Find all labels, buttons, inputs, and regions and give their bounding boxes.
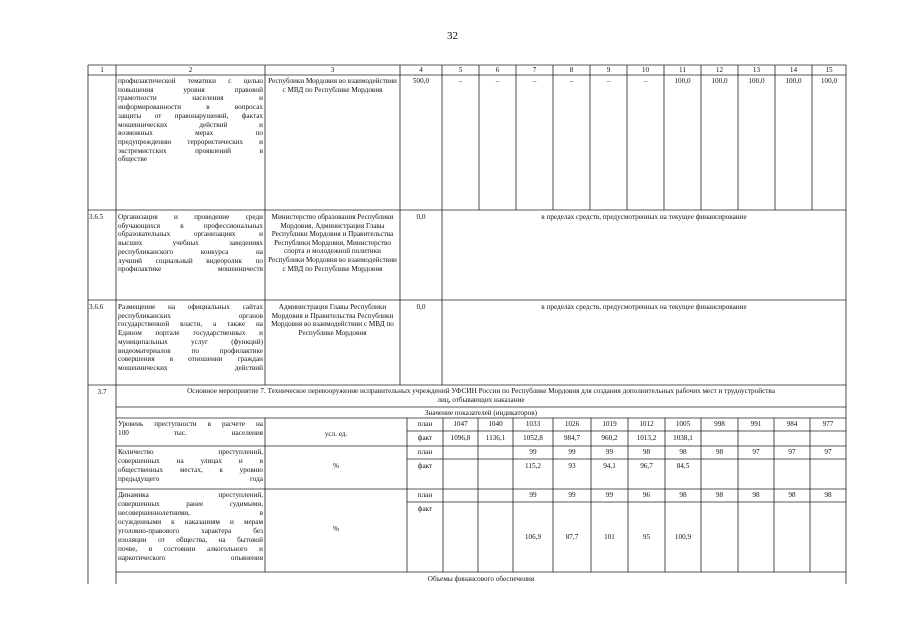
plan-value: 1012 [639, 420, 654, 428]
plan-value: 99 [568, 448, 576, 456]
row-3-6-6-text-line: государственной власти, а также на [118, 320, 263, 329]
plan-value: 97 [752, 448, 760, 456]
header-cell: 15 [825, 66, 833, 74]
row-3-6-6-text-line: видеоматериалов по профилактике [118, 346, 263, 355]
row-3-6-6-text-line: мошеннических действий [118, 363, 263, 372]
fact-value: 106,9 [524, 533, 542, 541]
plan-label: план [417, 448, 433, 456]
row-cont-text-line: повышения уровня правовой [118, 85, 263, 94]
row-3-6-5-text-line: высших учебных заведениях [118, 239, 263, 248]
row-cont-text-line: профилактической тематики с целью [118, 77, 263, 85]
plan-value: 96 [642, 491, 651, 499]
fact-label: факт [417, 462, 433, 470]
row-3-6-5-text-line: Организация и проведение среди [118, 213, 263, 221]
plan-label: план [417, 420, 433, 428]
row-3-6-5-note: в пределах средств, предусмотренных на текущее финансирование [541, 213, 747, 221]
row-cont-text-line: защиты от правонарушений, фактах [118, 111, 263, 120]
header-cell: 8 [569, 66, 574, 74]
header-cell: 3 [330, 66, 335, 74]
header-cell: 13 [752, 66, 761, 74]
plan-value: 98 [679, 491, 687, 499]
row-cont-year-value: 100,0 [748, 77, 765, 85]
header-cell: 7 [532, 66, 537, 74]
plan-value: 98 [715, 491, 724, 499]
indicator-name-line: изоляции от общества, на бытовой [118, 536, 263, 544]
indicator-name-line: наркотического опьянения [118, 554, 263, 562]
row-cont-dash: – [495, 77, 500, 85]
row-cont-year-value: 100,0 [711, 77, 728, 85]
page-number: 32 [447, 30, 458, 42]
row-cont-year-value: 100,0 [785, 77, 802, 85]
row-number-3-6-6: 3.6.6 [89, 303, 104, 311]
fact-value: 1052,8 [523, 434, 543, 442]
row-3-6-5-text-line: обучающихся в профессиональных [118, 221, 263, 230]
row-3-6-5-text-line: образовательных организациях и [118, 230, 263, 239]
fact-value: 960,2 [601, 434, 618, 442]
fact-value: 1096,8 [450, 434, 471, 442]
header-cell: 12 [715, 66, 724, 74]
header-cell: 5 [458, 66, 463, 74]
fact-value: 94,1 [603, 462, 616, 470]
fact-value: 87,7 [565, 533, 579, 541]
row-cont-dash: – [569, 77, 574, 85]
indicator-name-line: Динамика преступлений, [118, 491, 263, 499]
plan-value: 99 [568, 491, 576, 499]
row-3-6-6-text-line: муниципальных услуг (функций) [118, 337, 263, 346]
fact-label: факт [417, 505, 433, 513]
indicator-name-line: уголовно-правового характера без [118, 527, 263, 535]
indicator-name-line: Количество преступлений, [118, 448, 263, 456]
header-cell: 6 [495, 66, 500, 74]
row-number-3-6-5: 3.6.5 [89, 213, 104, 221]
plan-value: 984 [786, 420, 798, 428]
row-cont-dash: – [458, 77, 463, 85]
row-cont-dash: – [643, 77, 648, 85]
indicator-name-line: 100 тыс. населения [118, 429, 263, 437]
fact-value: 115,2 [525, 462, 541, 470]
plan-value: 1005 [675, 420, 691, 428]
indicators-title: Значение показателей (индикаторов) [424, 409, 538, 417]
financing-title: Объемы финансового обеспечения [427, 575, 535, 583]
indicator-name-line: совершенных на улицах и в [118, 457, 263, 465]
row-cont-text-line: экстремистских проявлений в [118, 146, 263, 155]
fact-value: 93 [568, 462, 576, 470]
fact-value: 100,9 [674, 533, 692, 541]
row-cont-text-line: информированности в вопросах [118, 103, 263, 112]
row-cont-dash: – [532, 77, 537, 85]
fact-value: 101 [604, 533, 615, 541]
header-cell: 14 [789, 66, 798, 74]
row-3-6-6-amount: 0,0 [416, 303, 426, 311]
plan-label: план [417, 491, 433, 499]
plan-value: 1033 [525, 420, 541, 428]
fact-value: 95 [642, 533, 651, 541]
row-cont-text-line: мошеннических действий и [118, 120, 263, 129]
fact-value: 84,5 [676, 462, 690, 470]
plan-value: 98 [788, 491, 796, 499]
fact-label: факт [417, 434, 433, 442]
plan-value: 99 [529, 448, 537, 456]
plan-value: 998 [714, 420, 725, 428]
plan-value: 1019 [602, 420, 617, 428]
fact-value: 1038,1 [673, 434, 693, 442]
row-3-6-5-executor: Министерство образования Республики Мордовия, Администрация Главы Республики Мордовия и Правительства Республики Мордовия, Министерство спорта и молодежной политики Республики Мордовия во взаимодействии с МВД по Республике Мордовия [268, 213, 397, 273]
indicator-name-line: осужденными к наказаниям и мерам [118, 518, 263, 526]
row-3-6-6-text-line: Едином портале государственных и [118, 329, 263, 338]
row-3-6-6-note: в пределах средств, предусмотренных на текущее финансирование [541, 303, 747, 311]
indicator-unit: % [333, 462, 339, 470]
header-cell: 9 [606, 66, 611, 74]
plan-value: 99 [605, 448, 614, 456]
row-3-6-6-text-line: совершения в отношении граждан [118, 355, 263, 364]
header-cell: 10 [641, 66, 650, 74]
row-3-6-5-amount: 0,0 [416, 213, 426, 221]
indicator-name-line: несовершеннолетними, в [118, 509, 263, 517]
header-cell: 11 [679, 66, 686, 74]
plan-value: 98 [824, 491, 832, 499]
plan-value: 99 [605, 491, 614, 499]
indicator-name-line: почве, в состоянии алкогольного и [118, 545, 263, 553]
indicator-name-line: предыдущего года [118, 475, 263, 483]
header-cell: 4 [419, 66, 423, 74]
fact-value: 96,7 [640, 462, 653, 470]
row-cont-text-line: возможных мерах по [118, 129, 263, 138]
row-cont-year-value: 100,0 [820, 77, 838, 85]
indicator-name-line: совершенных ранее судимыми, [118, 500, 263, 508]
indicator-unit: % [333, 525, 339, 533]
row-3-6-6-text-line: республиканских органов [118, 311, 263, 320]
plan-value: 977 [822, 420, 834, 428]
plan-value: 1040 [488, 420, 503, 428]
plan-value: 1047 [453, 420, 468, 428]
plan-value: 991 [750, 420, 762, 428]
plan-value: 98 [715, 448, 724, 456]
row-cont-year-value: 100,0 [674, 77, 691, 85]
indicator-name-line: общественных местах, к уровню [118, 466, 263, 474]
row-3-6-6-text-line: Размещение на официальных сайтах [118, 303, 263, 311]
plan-value: 97 [824, 448, 832, 456]
fact-value: 1013,2 [636, 434, 657, 442]
row-3-6-6-executor: Администрация Главы Республики Мордовия и Правительства Республики Мордовия во взаимодействии с МВД по Республике Мордовия [271, 303, 394, 337]
fact-value: 984,7 [563, 434, 581, 442]
plan-value: 98 [642, 448, 651, 456]
plan-value: 1026 [564, 420, 580, 428]
row-3-7-text-line2: лиц, отбывающих наказание [437, 396, 525, 404]
header-cell: 1 [100, 66, 104, 74]
row-cont-text-line: обществе [118, 155, 148, 164]
plan-value: 99 [529, 491, 537, 499]
plan-value: 97 [788, 448, 796, 456]
row-cont-amount: 500,0 [412, 77, 430, 85]
row-3-6-5-text-line: республиканского конкурса на [118, 247, 263, 256]
row-3-6-5-text-line: профилактике мошенничеств [118, 265, 263, 274]
indicator-name-line: Уровень преступности в расчете на [118, 420, 263, 428]
row-number-3-7: 3.7 [97, 388, 107, 396]
row-cont-text-line: предупреждению террористических и [118, 137, 263, 146]
header-cell: 2 [188, 66, 193, 74]
row-3-7-text-line1: Основное мероприятие 7. Техническое перевооружение исправительных учреждений УФСИН России по Республике Мордовия для создания дополнительных рабочих мест и трудоустройства [187, 387, 775, 395]
row-cont-dash: – [606, 77, 611, 85]
indicator-unit: усл. ед. [324, 430, 348, 438]
row-cont-text-line: грамотности населения и [118, 94, 263, 103]
fact-value: 1136,1 [485, 434, 506, 442]
row-3-6-5-text-line: лучший социальный видеоролик по [118, 256, 263, 265]
plan-value: 98 [679, 448, 687, 456]
row-cont-executor: Республики Мордовия во взаимодействии с МВД по Республике Мордовия [268, 77, 397, 94]
plan-value: 98 [752, 491, 760, 499]
